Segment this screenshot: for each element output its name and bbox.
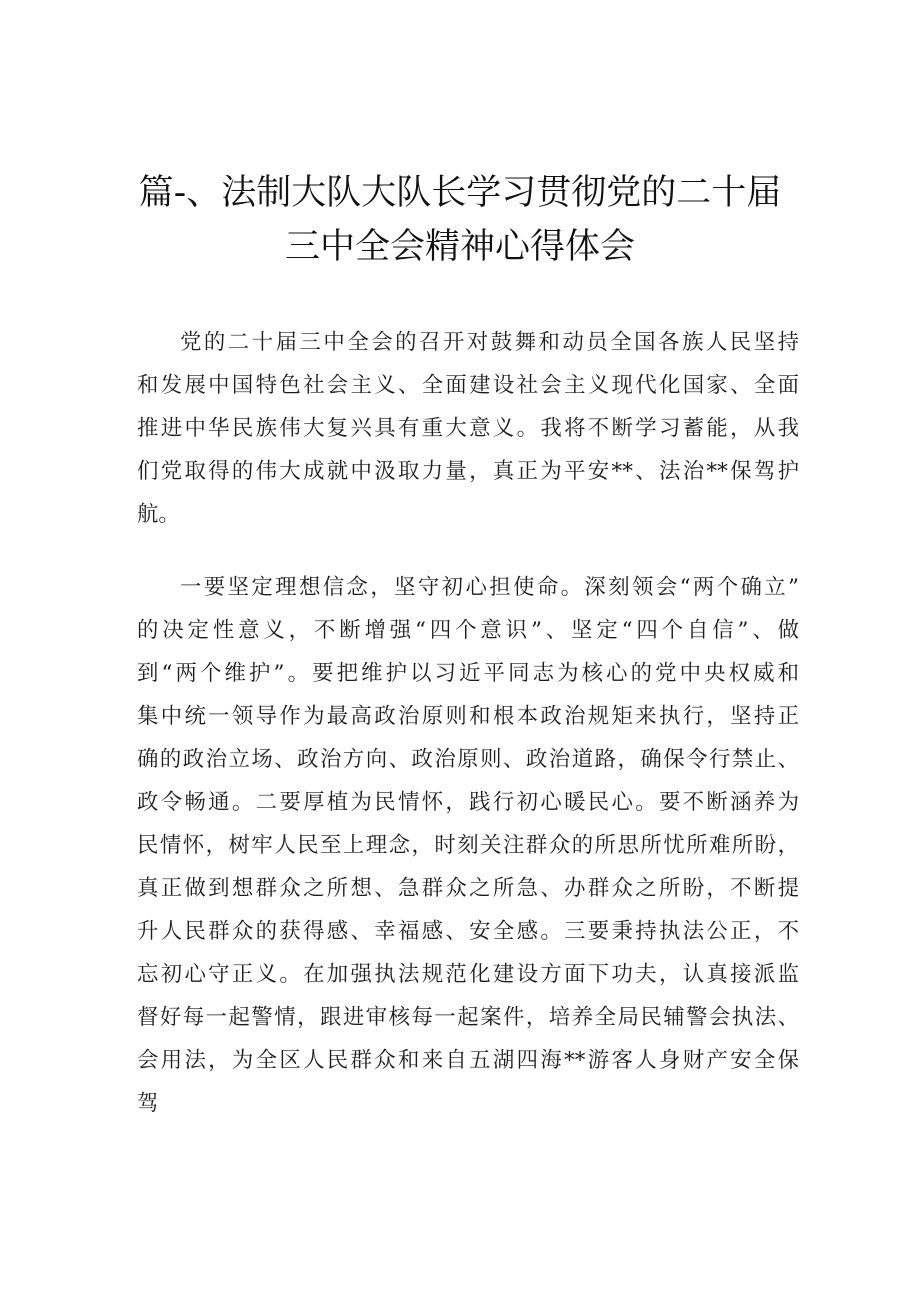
text-line: 忘初心守正义。在加强执法规范化建设方面下功夫，认真接派监 [137,962,799,987]
document-title [100,166,820,274]
text-line: 航。 [137,502,180,527]
text-line: 到“两个维护”。要把维护以习近平同志为核心的党中央权威和 [137,661,799,686]
text-line: 真正做到想群众之所想、急群众之所急、办群众之所盼，不断提 [137,876,799,901]
text-line: 们党取得的伟大成就中汲取力量，真正为平安**、法治**保驾护 [137,459,799,484]
text-line: 驾 [137,1091,159,1116]
text-line: 的决定性意义，不断增强“四个意识”、坚定“四个自信”、做 [137,618,799,643]
title-line-1: 篇-、法制大队大队长学习贯彻党的二十届 [138,173,782,213]
paragraph-1 [137,321,799,536]
text-line: 确的政治立场、政治方向、政治原则、政治道路，确保令行禁止、 [137,747,799,772]
text-line: 督好每一起警情，跟进审核每一起案件，培养全局民辅警会执法、 [137,1005,799,1030]
text-line: 和发展中国特色社会主义、全面建设社会主义现代化国家、全面 [137,373,799,398]
text-line: 推进中华民族伟大复兴具有重大意义。我将不断学习蓄能，从我 [137,416,799,441]
text-line: 集中统一领导作为最高政治原则和根本政治规矩来执行，坚持正 [137,704,799,729]
text-line: 党的二十届三中全会的召开对鼓舞和动员全国各族人民坚持 [180,330,799,355]
text-line: 一要坚定理想信念，坚守初心担使命。深刻领会“两个确立” [180,575,799,600]
text-line: 政令畅通。二要厚植为民情怀，践行初心暖民心。要不断涵养为 [137,790,799,815]
text-line: 民情怀，树牢人民至上理念，时刻关注群众的所思所忧所难所盼， [137,833,799,858]
paragraph-2 [137,566,799,1125]
title-line-2: 三中全会精神心得体会 [284,227,635,267]
text-line: 升人民群众的获得感、幸福感、安全感。三要秉持执法公正，不 [137,919,799,944]
text-line: 会用法，为全区人民群众和来自五湖四海**游客人身财产安全保 [137,1048,799,1073]
